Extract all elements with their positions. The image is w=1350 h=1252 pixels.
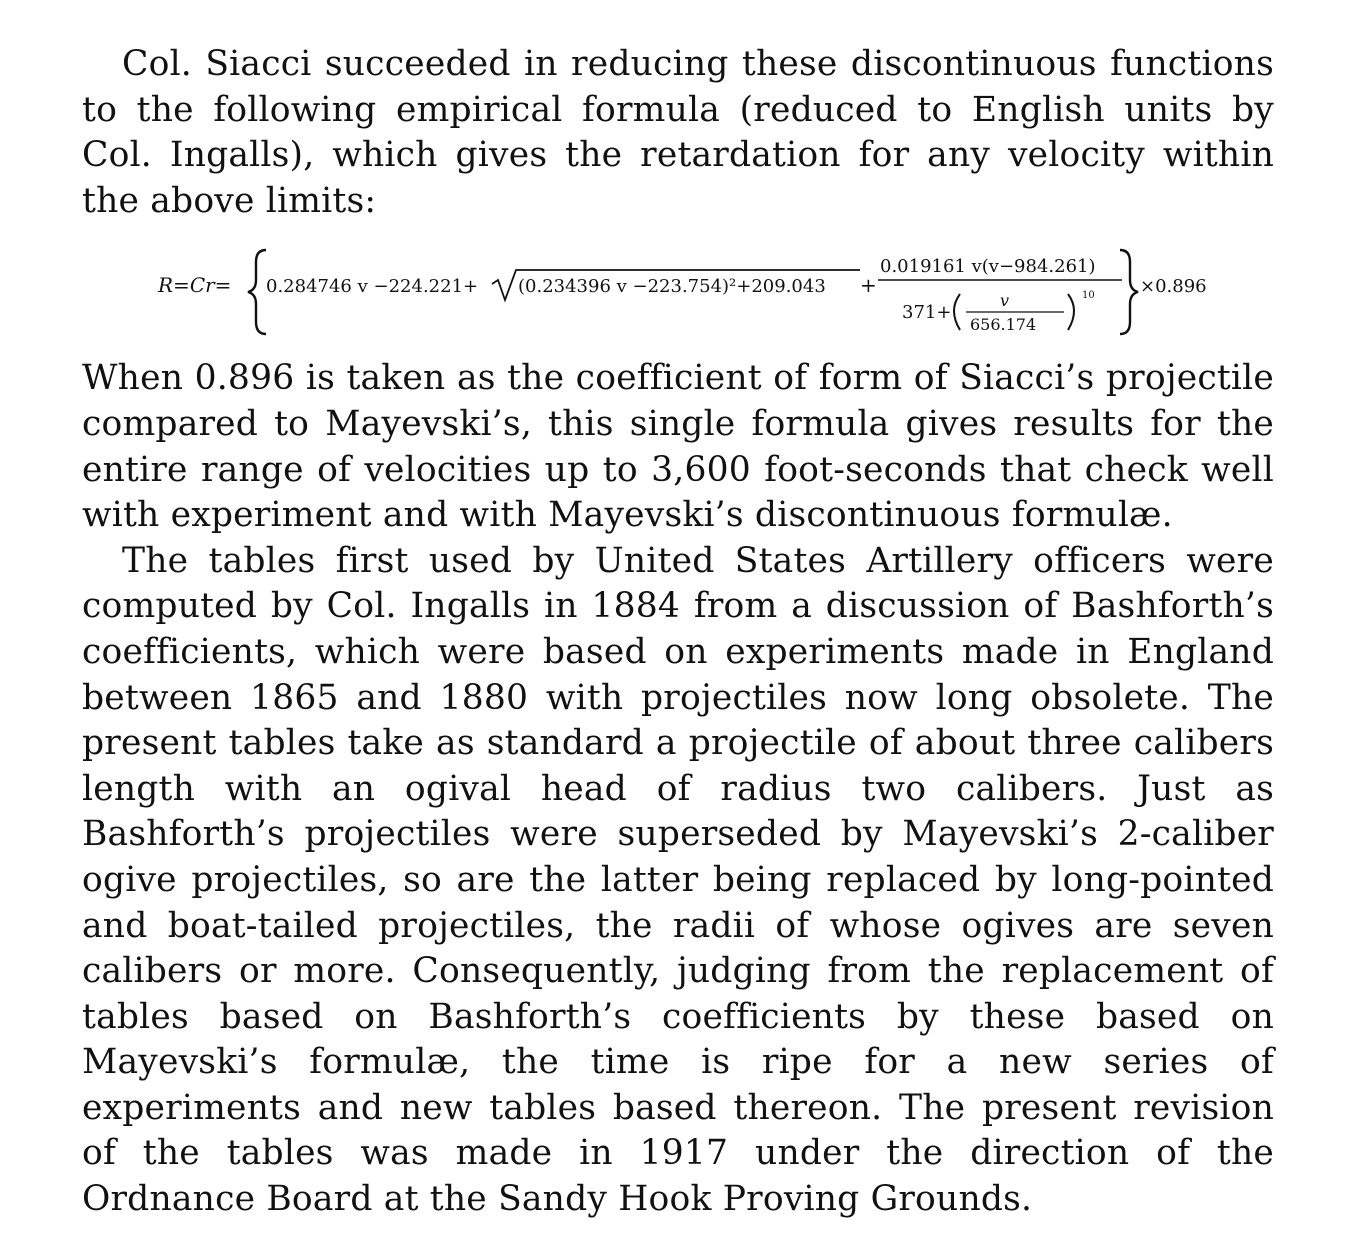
right-paren [1068,294,1074,330]
formula-term1: 0.284746 v −224.221+ [266,276,479,298]
inner-numerator: v [1000,291,1010,311]
right-brace [1120,250,1138,334]
left-paren [954,294,960,330]
fraction-denominator-prefix: 371+ [902,302,952,324]
paragraph-after-formula: When 0.896 is taken as the coefficient of form of Siacci’s projectile compared to Mayevski’s, this single formula gives results for the entire range of velocities up to 3,600 foot-seconds that check well with experiment and with Mayevski’s discontinuous formulæ. [82,358,1274,536]
document-page [82,42,1274,1223]
formula-multiplier: ×0.896 [1140,276,1207,298]
fraction-numerator: 0.019161 v(v−984.261) [880,256,1096,278]
inner-denominator: 656.174 [970,315,1037,335]
paragraph-intro: Col. Siacci succeeded in reducing these discontinuous functions to the following empirical formula (reduced to English units by Col. Ingalls), which gives the retardation for any velocity within the above limits: [82,44,1274,221]
sqrt-radicand: (0.234396 v −223.754)²+209.043 [518,276,826,298]
paragraph-history: The tables first used by United States Artillery officers were computed by Col. Ingalls in 1884 from a discussion of Bashforth’s coefficients, which were based on experiments made in England between 1865 and 1880 with projectiles now long obsolete. The present tables take as standard a projectile of about three calibers length with an ogival head of radius two calibers. Just as Bashforth’s projectiles were superseded by Mayevski’s 2-caliber ogive projectiles, so are the latter being replaced by long-pointed and boat-tailed projectiles, the radii of whose ogives are seven calibers or more. Consequently, judging from the replacement of tables based on Bashforth’s coefficients by these based on Mayevski’s formulæ, the time is ripe for a new series of experiments and new tables based thereon. The present revision of the tables was made in 1917 under the direction of the Ordnance Board at the Sandy Hook Proving Grounds. [82,540,1274,1220]
exponent: 10 [1082,290,1095,302]
formula-plus: + [860,273,877,298]
siacci-formula [82,224,1274,356]
left-brace [248,250,266,334]
formula-lhs: R=Cr= [158,273,232,298]
formula-graphic [154,242,1214,338]
